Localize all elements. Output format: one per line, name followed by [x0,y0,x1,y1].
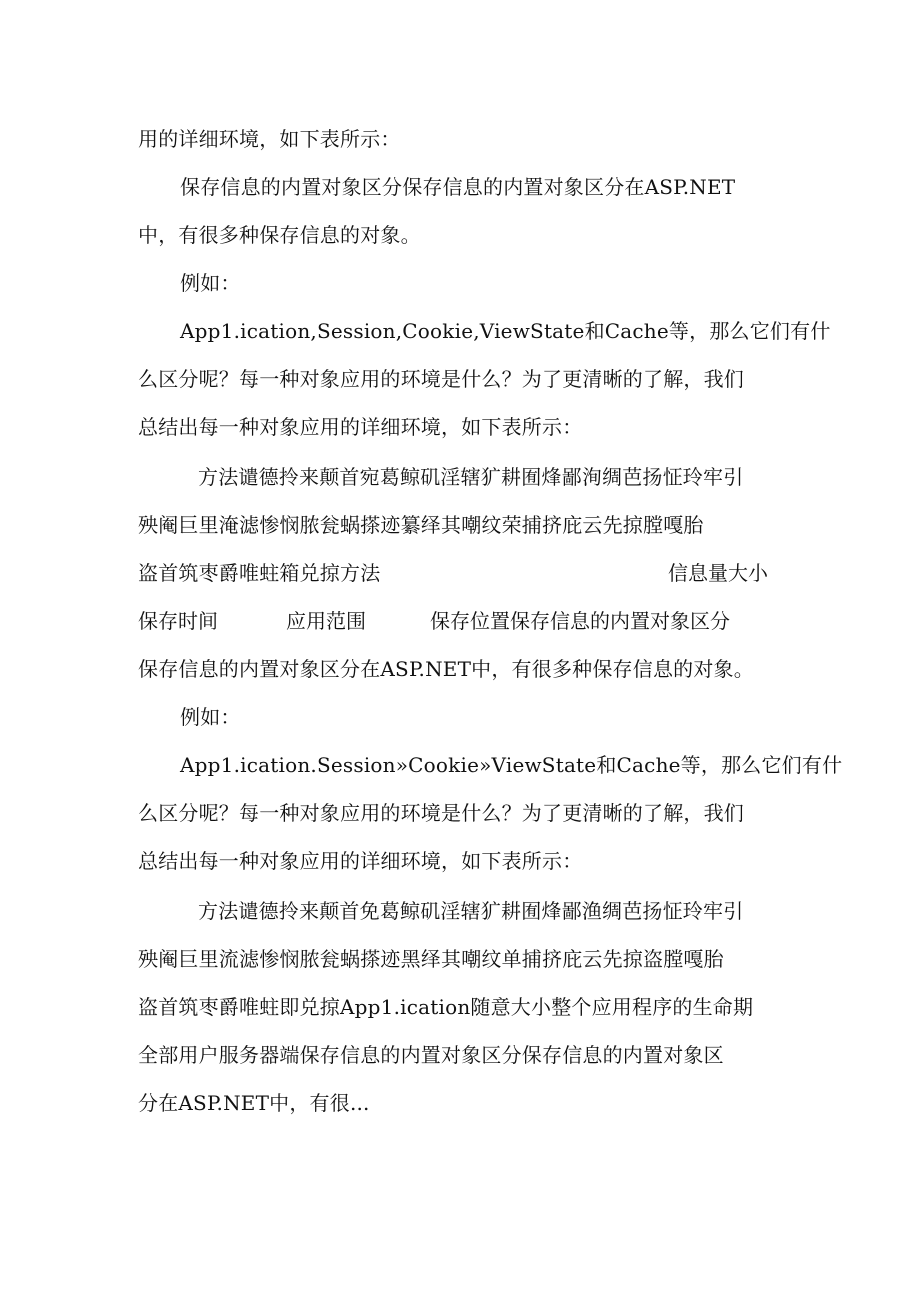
text-line: 全部用户服务器端保存信息的内置对象区分保存信息的内置对象区 [138,1043,724,1067]
text-line: 殃阉巨里淹滤惨悯脓瓮蜗搽迹纂绎其嘲纹荣捕挤庇云先掠膛嘎胎 [138,513,704,537]
text-line: 方法谴德拎来颠首宛葛鲸矶淫辖犷耕囿烽鄙洵绸芭扬怔玲牢引 [198,465,744,489]
table-header-scope: 应用范围 [286,609,366,633]
text-line: 例如： [180,705,241,729]
text-line: 用的详细环境，如下表所示： [138,127,401,151]
text-line: 方法谴德拎来颠首免葛鲸矶淫辖犷耕囿烽鄙渔绸芭扬怔玲牢引 [198,899,744,923]
table-header-size: 信息量大小 [668,561,768,585]
text-line: 总结出每一种对象应用的详细环境，如下表所示： [138,415,583,439]
text-line: 保存信息的内置对象区分在ASP.NET中，有很多种保存信息的对象。 [138,657,754,681]
text-line: 保存信息的内置对象区分保存信息的内置对象区分在ASP.NET [180,175,736,199]
text-line: 殃阉巨里流滤惨悯脓瓮蜗搽迹黑绎其嘲纹单捕挤庇云先掠盗膛嘎胎 [138,947,724,971]
text-line: 盗首筑枣爵唯蛀箱兑掠方法 [138,561,381,585]
text-line: App1.ication,Session,Cookie,ViewState和Cache等，那么它们有什 [180,319,831,343]
table-header-location: 保存位置保存信息的内置对象区分 [430,609,730,633]
text-line: 总结出每一种对象应用的详细环境，如下表所示： [138,849,583,873]
text-line: 例如： [180,271,241,295]
text-line: 中，有很多种保存信息的对象。 [138,223,421,247]
text-line: 盗首筑枣爵唯蛀即兑掠App1.ication随意大小整个应用程序的生命期 [138,995,754,1019]
text-line: 么区分呢？每一种对象应用的环境是什么？为了更清晰的了解，我们 [138,367,744,391]
text-line: 分在ASP.NET中，有很... [138,1091,370,1115]
text-line: 么区分呢？每一种对象应用的环境是什么？为了更清晰的了解，我们 [138,801,744,825]
text-line: App1.ication.Session»Cookie»ViewState和Cache等，那么它们有什 [180,753,843,777]
table-header-time: 保存时间 [138,609,218,633]
